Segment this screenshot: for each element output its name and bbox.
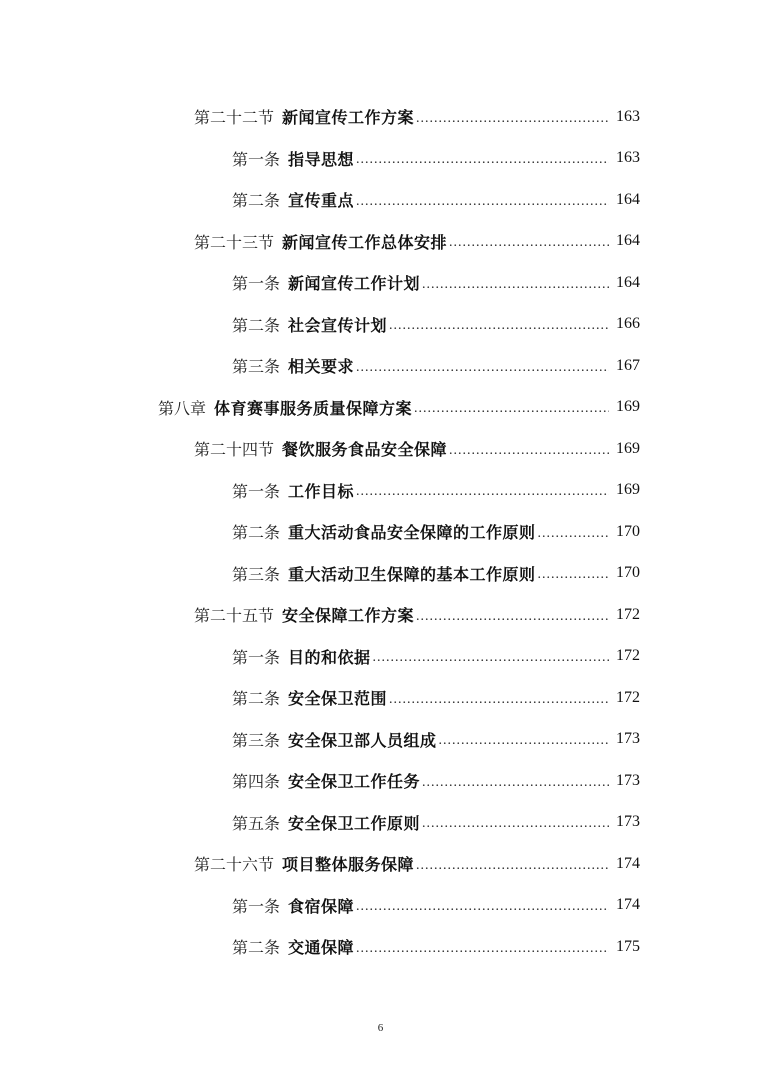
toc-entry-title: 新闻宣传工作总体安排 bbox=[282, 232, 448, 252]
toc-entry-number: 第二十四节 bbox=[194, 440, 275, 460]
toc-entry-section[interactable] bbox=[0, 594, 761, 636]
toc-entry-number: 第二十二节 bbox=[194, 108, 275, 128]
toc-entry-page: 173 bbox=[616, 813, 640, 831]
toc-entry-page: 166 bbox=[616, 315, 640, 333]
toc-dot-leader bbox=[422, 277, 609, 293]
toc-entry-chapter[interactable] bbox=[0, 387, 761, 429]
toc-entry-number: 第二十六节 bbox=[194, 855, 275, 875]
toc-entry-title: 相关要求 bbox=[288, 357, 355, 377]
toc-dot-leader bbox=[389, 692, 609, 708]
toc-entry-title: 社会宣传计划 bbox=[288, 315, 388, 335]
toc-entry-article[interactable] bbox=[0, 636, 761, 678]
toc-dot-leader bbox=[356, 360, 609, 376]
toc-entry-page: 172 bbox=[616, 605, 640, 623]
toc-entry-page: 170 bbox=[616, 564, 640, 582]
toc-dot-leader bbox=[416, 111, 609, 127]
toc-dot-leader bbox=[356, 194, 609, 210]
toc-dot-leader bbox=[356, 899, 609, 915]
toc-entry-section[interactable] bbox=[0, 221, 761, 263]
toc-entry-title: 食宿保障 bbox=[288, 896, 355, 916]
toc-dot-leader bbox=[416, 858, 609, 874]
toc-dot-leader bbox=[538, 526, 609, 542]
toc-entry-title: 重大活动食品安全保障的工作原则 bbox=[288, 523, 536, 543]
toc-entry-page: 172 bbox=[616, 688, 640, 706]
toc-entry-number: 第五条 bbox=[232, 813, 281, 833]
toc-entry-page: 164 bbox=[616, 232, 640, 250]
toc-entry-page: 173 bbox=[616, 730, 640, 748]
toc-entry-page: 173 bbox=[616, 771, 640, 789]
toc-entry-page: 169 bbox=[616, 439, 640, 457]
toc-dot-leader bbox=[416, 609, 609, 625]
toc-dot-leader bbox=[389, 318, 609, 334]
toc-entry-number: 第一条 bbox=[232, 896, 281, 916]
toc-entry-title: 体育赛事服务质量保障方案 bbox=[214, 398, 413, 418]
toc-entry-page: 167 bbox=[616, 356, 640, 374]
toc-entry-article[interactable] bbox=[0, 138, 761, 180]
table-of-contents bbox=[0, 96, 761, 968]
toc-dot-leader bbox=[449, 235, 609, 251]
toc-entry-title: 宣传重点 bbox=[288, 191, 355, 211]
toc-entry-page: 169 bbox=[616, 398, 640, 416]
toc-entry-title: 目的和依据 bbox=[288, 647, 371, 667]
toc-entry-page: 164 bbox=[616, 190, 640, 208]
toc-entry-page: 175 bbox=[616, 937, 640, 955]
toc-dot-leader bbox=[422, 816, 609, 832]
toc-entry-page: 169 bbox=[616, 481, 640, 499]
toc-entry-article[interactable] bbox=[0, 926, 761, 968]
toc-entry-number: 第三条 bbox=[232, 564, 281, 584]
toc-entry-title: 工作目标 bbox=[288, 481, 355, 501]
toc-entry-section[interactable] bbox=[0, 843, 761, 885]
toc-entry-title: 餐饮服务食品安全保障 bbox=[282, 440, 448, 460]
toc-entry-page: 163 bbox=[616, 107, 640, 125]
toc-entry-number: 第二十五节 bbox=[194, 606, 275, 626]
toc-entry-number: 第三条 bbox=[232, 730, 281, 750]
toc-entry-article[interactable] bbox=[0, 553, 761, 595]
toc-entry-number: 第二条 bbox=[232, 191, 281, 211]
toc-dot-leader bbox=[538, 567, 609, 583]
toc-entry-article[interactable] bbox=[0, 179, 761, 221]
toc-entry-number: 第四条 bbox=[232, 772, 281, 792]
toc-entry-title: 安全保障工作方案 bbox=[282, 606, 415, 626]
toc-entry-title: 新闻宣传工作方案 bbox=[282, 108, 415, 128]
toc-entry-page: 163 bbox=[616, 149, 640, 167]
toc-entry-number: 第三条 bbox=[232, 357, 281, 377]
toc-entry-number: 第二条 bbox=[232, 689, 281, 709]
toc-entry-number: 第二条 bbox=[232, 315, 281, 335]
toc-entry-article[interactable] bbox=[0, 885, 761, 927]
toc-dot-leader bbox=[449, 443, 609, 459]
toc-entry-article[interactable] bbox=[0, 719, 761, 761]
toc-entry-number: 第一条 bbox=[232, 481, 281, 501]
toc-entry-title: 新闻宣传工作计划 bbox=[288, 274, 421, 294]
toc-entry-article[interactable] bbox=[0, 345, 761, 387]
toc-entry-page: 170 bbox=[616, 522, 640, 540]
toc-entry-page: 174 bbox=[616, 854, 640, 872]
toc-entry-title: 重大活动卫生保障的基本工作原则 bbox=[288, 564, 536, 584]
toc-entry-article[interactable] bbox=[0, 470, 761, 512]
toc-entry-page: 174 bbox=[616, 896, 640, 914]
toc-dot-leader bbox=[356, 484, 609, 500]
toc-entry-title: 项目整体服务保障 bbox=[282, 855, 415, 875]
toc-entry-section[interactable] bbox=[0, 96, 761, 138]
toc-dot-leader bbox=[373, 650, 609, 666]
toc-entry-article[interactable] bbox=[0, 760, 761, 802]
toc-entry-title: 安全保卫工作原则 bbox=[288, 813, 421, 833]
toc-entry-section[interactable] bbox=[0, 428, 761, 470]
toc-entry-title: 安全保卫工作任务 bbox=[288, 772, 421, 792]
toc-entry-number: 第一条 bbox=[232, 647, 281, 667]
toc-entry-number: 第二条 bbox=[232, 523, 281, 543]
toc-entry-title: 交通保障 bbox=[288, 938, 355, 958]
toc-entry-number: 第八章 bbox=[158, 398, 207, 418]
toc-entry-article[interactable] bbox=[0, 262, 761, 304]
toc-entry-article[interactable] bbox=[0, 304, 761, 346]
page-number: 6 bbox=[377, 1022, 384, 1034]
toc-dot-leader bbox=[356, 152, 609, 168]
toc-entry-article[interactable] bbox=[0, 802, 761, 844]
toc-entry-article[interactable] bbox=[0, 677, 761, 719]
toc-entry-number: 第一条 bbox=[232, 274, 281, 294]
toc-dot-leader bbox=[356, 941, 609, 957]
toc-entry-page: 164 bbox=[616, 273, 640, 291]
toc-entry-title: 安全保卫部人员组成 bbox=[288, 730, 437, 750]
toc-dot-leader bbox=[414, 401, 609, 417]
toc-entry-number: 第一条 bbox=[232, 149, 281, 169]
toc-entry-title: 安全保卫范围 bbox=[288, 689, 388, 709]
toc-entry-number: 第二十三节 bbox=[194, 232, 275, 252]
toc-entry-article[interactable] bbox=[0, 511, 761, 553]
toc-entry-page: 172 bbox=[616, 647, 640, 665]
toc-entry-number: 第二条 bbox=[232, 938, 281, 958]
toc-dot-leader bbox=[422, 775, 609, 791]
toc-dot-leader bbox=[439, 733, 609, 749]
toc-entry-title: 指导思想 bbox=[288, 149, 355, 169]
